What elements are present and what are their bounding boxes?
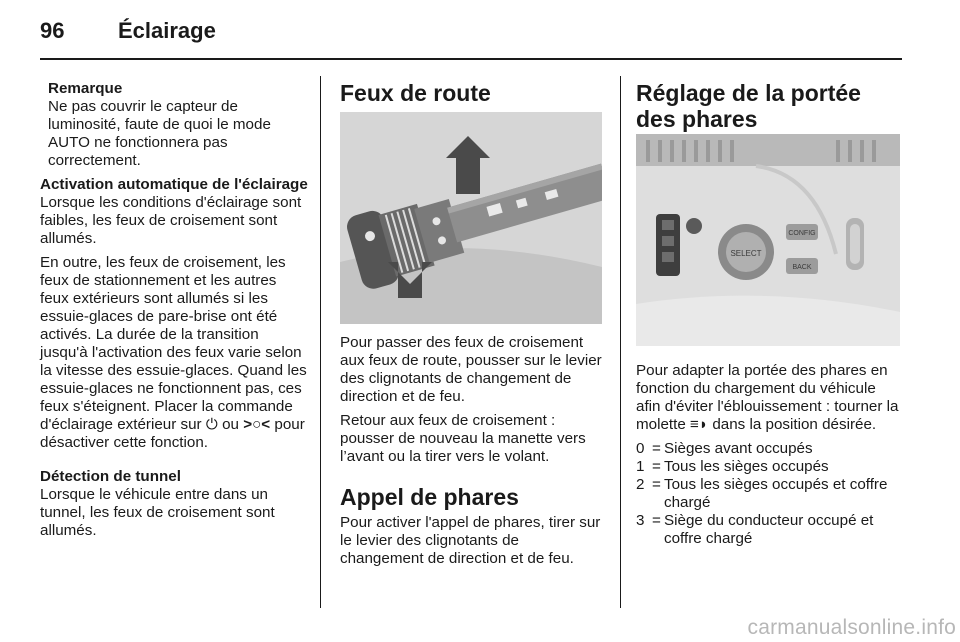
tunnel-heading: Détection de tunnel [40, 468, 181, 485]
auto-heading: Activation automatique de l'éclairage [40, 176, 308, 193]
stalk-drawing [340, 112, 602, 324]
auto-paragraph-2-end: pour désactiver cette fonction. [40, 416, 305, 451]
auto-paragraph-2 [40, 254, 308, 452]
panel-drawing [636, 134, 900, 346]
list-item: 1 = Tous les sièges occupés [636, 458, 829, 475]
list-item: 2 = Tous les sièges occupés et coffre chargé [636, 476, 888, 511]
column-3-text [636, 362, 904, 548]
stalk-illustration [340, 112, 602, 324]
headlight-range-text: Pour adapter la portée des phares en fonction du chargement du véhicule afin d'éviter l'éblouissement : tourner la molette [636, 362, 899, 433]
watermark: carmanualsonline.info [747, 616, 956, 639]
note-box [40, 80, 308, 170]
auto-paragraph-2-text: En outre, les feux de croisement, les feux de stationnement et les autres feux extérieurs sont allumés si les essuie-glaces de pare-brise ont été activés. La durée de la transition jusqu'à l'activation des feux varie selon la vitesse des essuie-glaces. Quand les essuie-glaces ne fonctionnent pas, ces feux s'éteignent. Placer la commande d'éclairage extérieur sur [40, 254, 307, 433]
panel-select-label: SELECT [730, 249, 762, 258]
tunnel-paragraph: Lorsque le véhicule entre dans un tunnel, les feux de croisement sont allumés. [40, 486, 275, 539]
flash-heading: Appel de phares [340, 484, 519, 510]
column-2-text [340, 334, 606, 574]
column-divider-1 [320, 76, 321, 608]
page-header [40, 18, 900, 58]
column-2 [340, 80, 604, 106]
flash-paragraph: Pour activer l'appel de phares, tirer sur le levier des clignotants de changement de direction et de feu. [340, 514, 601, 567]
headlight-range-text-end: dans la position désirée. [712, 416, 877, 433]
page-number: 96 [40, 18, 65, 43]
high-beam-paragraph-1: Pour passer des feux de croisement aux feux de route, pousser sur le levier des clignotants de changement de direction et de feu. [340, 334, 602, 405]
headlight-range-icon: ≡◗ [690, 416, 709, 433]
load-position-list [636, 440, 904, 548]
power-icon: ⏻ [205, 416, 218, 433]
headlight-range-paragraph [636, 362, 904, 434]
high-beam-heading: Feux de route [340, 80, 491, 106]
list-item: 3 = Siège du conducteur occupé et coffre chargé [636, 512, 874, 547]
panel-back-label: BACK [792, 264, 812, 271]
high-beam-paragraph-2: Retour aux feux de croisement : pousser de nouveau la manette vers l’avant ou la tirer vers le volant. [340, 412, 586, 465]
auto-paragraph-2-or: ou [222, 416, 239, 433]
column-divider-2 [620, 76, 621, 608]
note-title: Remarque [48, 80, 123, 97]
auto-paragraph-1: Lorsque les conditions d'éclairage sont faibles, les feux de croisement sont allumés. [40, 194, 302, 247]
column-1 [40, 80, 308, 546]
panel-config-label: CONFIG [788, 230, 816, 237]
parking-light-icon: >○< [243, 416, 271, 433]
header-rule [40, 58, 902, 60]
headlight-range-heading: Réglage de la portée des phares [636, 80, 861, 132]
column-3 [636, 80, 902, 132]
dashboard-panel-illustration [636, 134, 900, 346]
note-text: Ne pas couvrir le capteur de luminosité, faute de quoi le mode AUTO ne fonctionnera pas correctement. [48, 98, 271, 169]
list-item: 0 = Sièges avant occupés [636, 440, 813, 457]
section-title: Éclairage [118, 18, 216, 43]
